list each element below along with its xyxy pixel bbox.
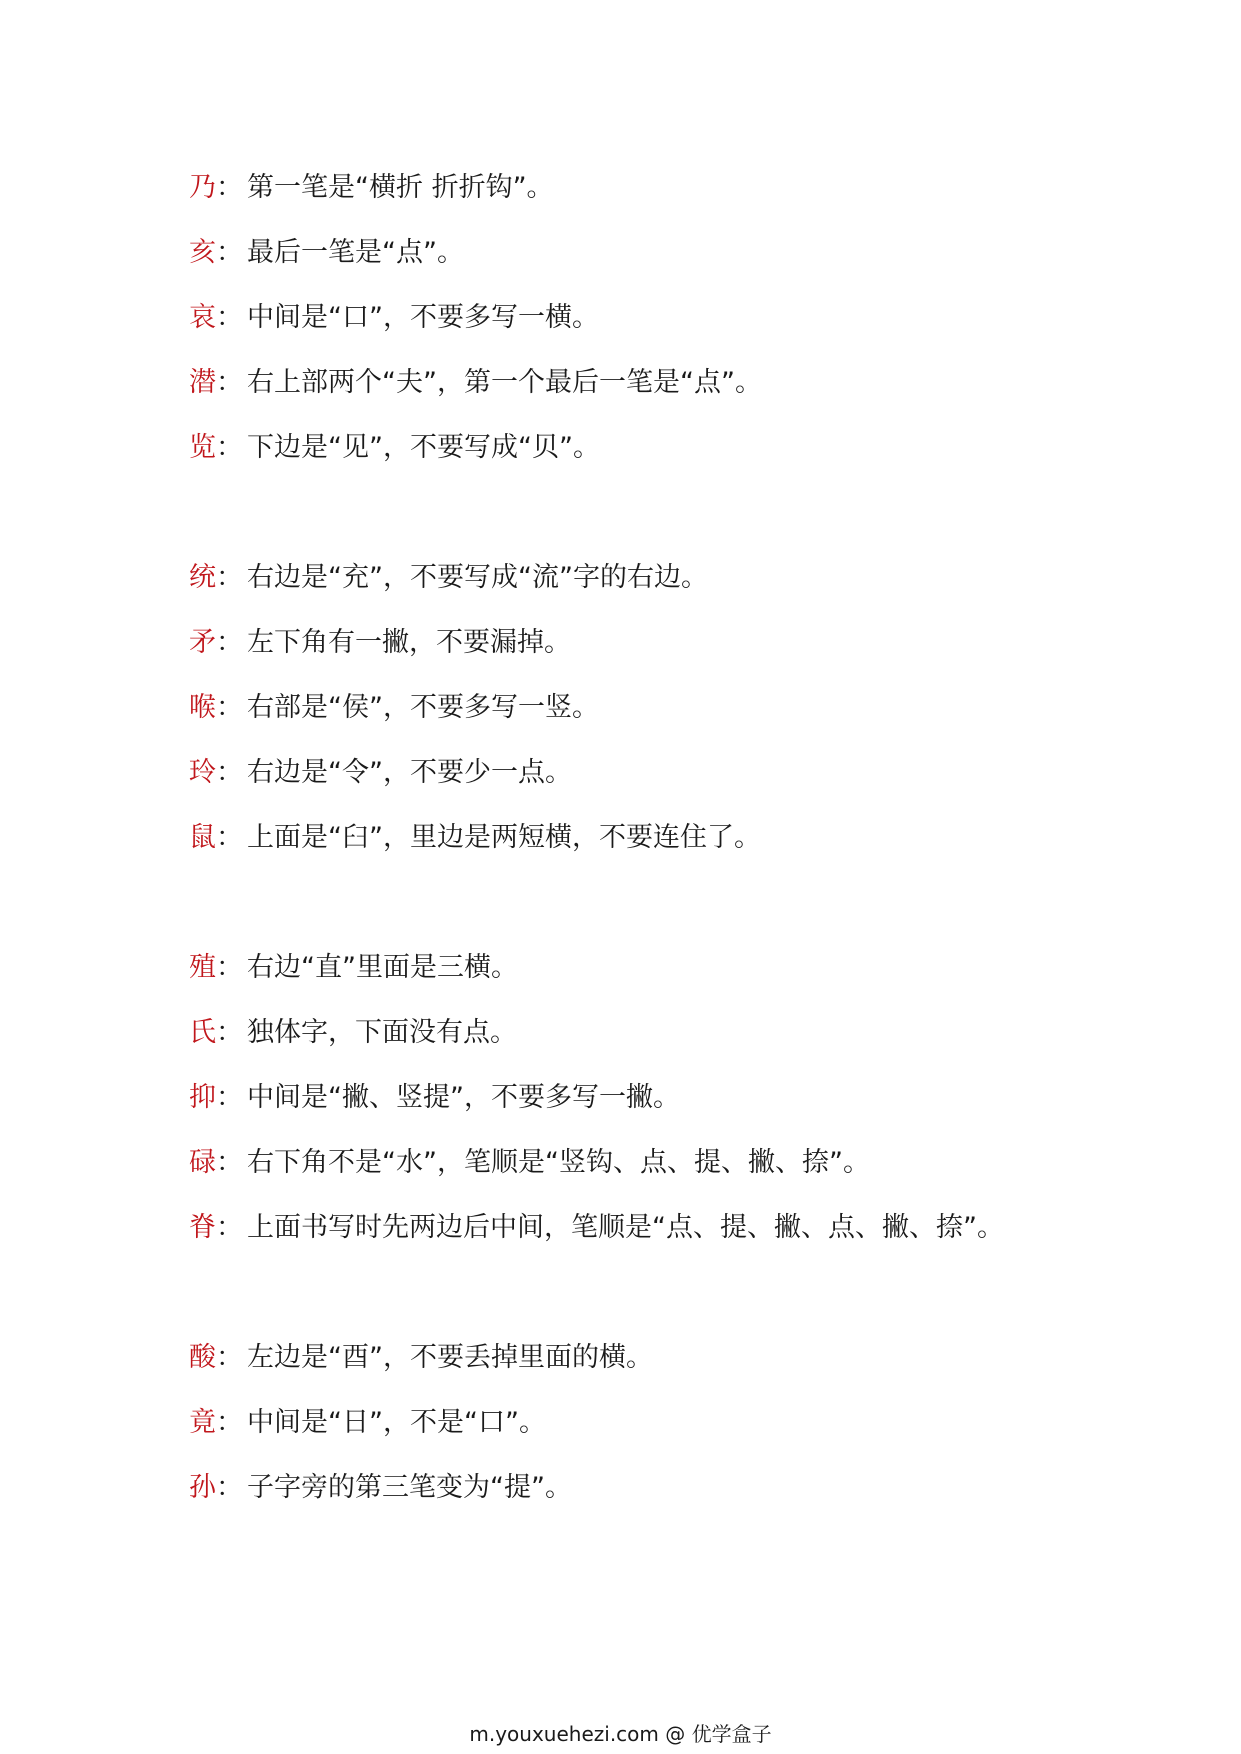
entry-char: 鼠	[189, 822, 216, 853]
entry-separator: ：	[216, 1082, 243, 1113]
entry-separator: ：	[216, 562, 243, 593]
entry-text: 右边是“令”，不要少一点。	[247, 757, 572, 788]
entry-list	[189, 155, 1009, 1520]
entry-char: 碌	[189, 1147, 216, 1178]
entry-separator: ：	[216, 822, 243, 853]
entry-item	[189, 1130, 1009, 1195]
entry-separator: ：	[216, 302, 243, 333]
footer-watermark: m.youxuehezi.com @ 优学盒子	[469, 1722, 772, 1746]
entry-item	[189, 740, 1009, 805]
entry-char: 览	[189, 432, 216, 463]
entry-item	[189, 1000, 1009, 1065]
entry-group-4	[189, 1325, 1009, 1520]
entry-text: 中间是“日”，不是“口”。	[247, 1407, 546, 1438]
entry-char: 孙	[189, 1472, 216, 1503]
entry-separator: ：	[216, 627, 243, 658]
entry-char: 酸	[189, 1342, 216, 1373]
entry-separator: ：	[216, 1472, 243, 1503]
entry-text: 左下角有一撇，不要漏掉。	[247, 627, 571, 658]
entry-item	[189, 805, 1009, 870]
entry-char: 统	[189, 562, 216, 593]
entry-item	[189, 155, 1009, 220]
entry-group-1	[189, 155, 1009, 480]
entry-item	[189, 285, 1009, 350]
entry-separator: ：	[216, 1407, 243, 1438]
entry-char: 潜	[189, 367, 216, 398]
entry-char: 哀	[189, 302, 216, 333]
entry-char: 脊	[189, 1212, 216, 1243]
entry-text: 右下角不是“水”，笔顺是“竖钩、点、提、撇、捺”。	[247, 1147, 870, 1178]
entry-text: 第一笔是“横折 折折钩”。	[247, 172, 554, 203]
entry-item	[189, 1325, 1009, 1390]
entry-item	[189, 220, 1009, 285]
entry-item	[189, 1065, 1009, 1130]
entry-item	[189, 1455, 1009, 1520]
entry-separator: ：	[216, 1212, 243, 1243]
entry-char: 抑	[189, 1082, 216, 1113]
entry-text: 独体字，下面没有点。	[247, 1017, 517, 1048]
entry-item	[189, 415, 1009, 480]
entry-item	[189, 675, 1009, 740]
entry-char: 矛	[189, 627, 216, 658]
entry-separator: ：	[216, 432, 243, 463]
entry-text: 左边是“酉”，不要丢掉里面的横。	[247, 1342, 653, 1373]
entry-char: 乃	[189, 172, 216, 203]
entry-separator: ：	[216, 367, 243, 398]
entry-item	[189, 350, 1009, 415]
entry-separator: ：	[216, 172, 243, 203]
entry-separator: ：	[216, 1147, 243, 1178]
entry-text: 右边是“充”，不要写成“流”字的右边。	[247, 562, 708, 593]
entry-item	[189, 610, 1009, 675]
entry-separator: ：	[216, 237, 243, 268]
entry-char: 亥	[189, 237, 216, 268]
entry-text: 右边“直”里面是三横。	[247, 952, 518, 983]
entry-char: 喉	[189, 692, 216, 723]
entry-item	[189, 1390, 1009, 1455]
entry-text: 中间是“撇、竖提”，不要多写一撇。	[247, 1082, 680, 1113]
entry-item	[189, 935, 1009, 1000]
entry-text: 下边是“见”，不要写成“贝”。	[247, 432, 600, 463]
entry-group-3	[189, 935, 1009, 1260]
entry-separator: ：	[216, 1342, 243, 1373]
entry-separator: ：	[216, 692, 243, 723]
entry-char: 竟	[189, 1407, 216, 1438]
entry-text: 右部是“侯”，不要多写一竖。	[247, 692, 599, 723]
entry-item	[189, 1195, 1009, 1260]
entry-separator: ：	[216, 1017, 243, 1048]
entry-text: 上面书写时先两边后中间，笔顺是“点、提、撇、点、撇、捺”。	[247, 1212, 1004, 1243]
entry-item	[189, 545, 1009, 610]
entry-group-2	[189, 545, 1009, 870]
entry-text: 子字旁的第三笔变为“提”。	[247, 1472, 572, 1503]
entry-separator: ：	[216, 757, 243, 788]
entry-text: 最后一笔是“点”。	[247, 237, 464, 268]
entry-char: 殖	[189, 952, 216, 983]
entry-char: 氏	[189, 1017, 216, 1048]
entry-separator: ：	[216, 952, 243, 983]
entry-char: 玲	[189, 757, 216, 788]
entry-text: 中间是“口”，不要多写一横。	[247, 302, 599, 333]
entry-text: 上面是“臼”，里边是两短横，不要连住了。	[247, 822, 761, 853]
entry-text: 右上部两个“夫”，第一个最后一笔是“点”。	[247, 367, 762, 398]
